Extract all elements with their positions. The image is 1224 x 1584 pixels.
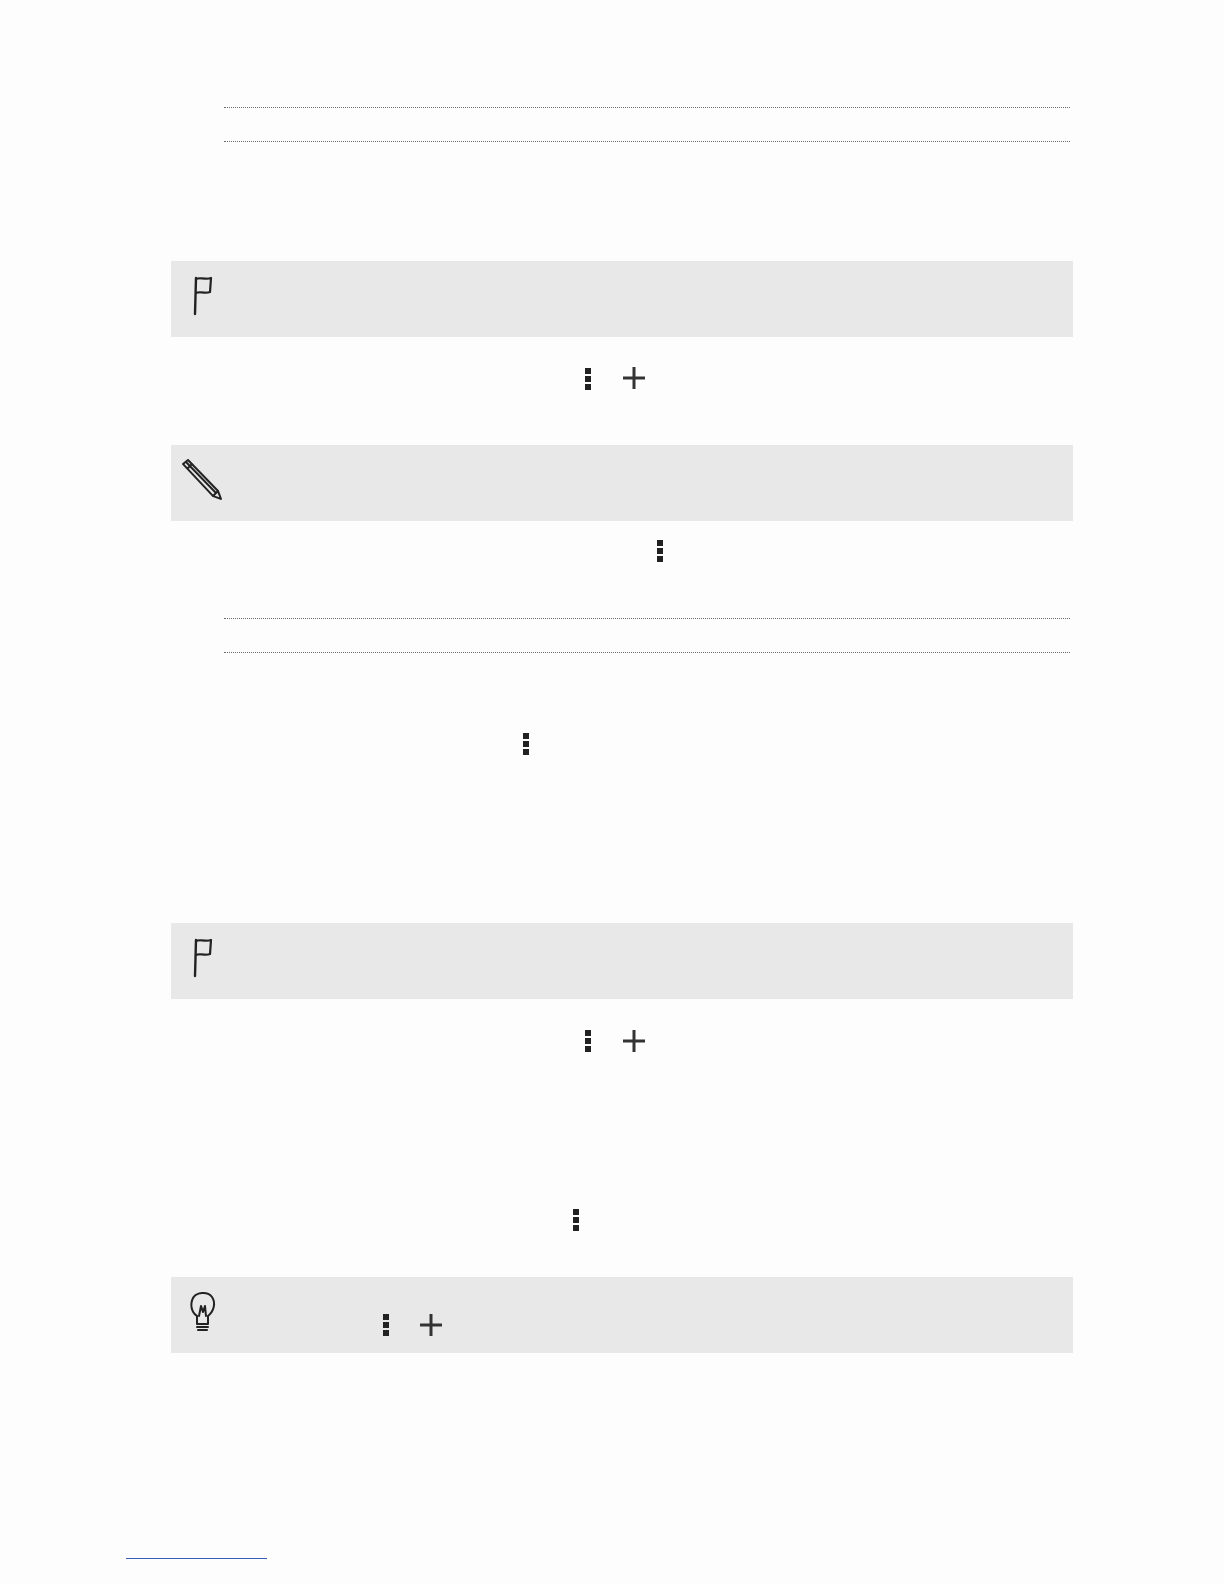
more-options-icon [572, 1208, 580, 1232]
more-options-icon [522, 732, 530, 756]
more-options-icon [656, 539, 664, 563]
important-callout [171, 261, 1073, 337]
section-rule-bottom [224, 652, 1070, 653]
add-icon [622, 366, 646, 390]
add-icon [419, 1313, 443, 1337]
important-callout [171, 923, 1073, 999]
tip-callout [171, 1277, 1073, 1353]
flag-icon [189, 936, 217, 980]
footnote-separator [126, 1558, 267, 1559]
more-options-icon [584, 367, 592, 391]
lightbulb-icon [187, 1288, 219, 1336]
flag-icon [189, 274, 217, 318]
more-options-icon [584, 1029, 592, 1053]
section-rule-top [224, 107, 1070, 108]
pencil-icon [180, 458, 224, 502]
more-options-icon [382, 1313, 390, 1337]
add-icon [622, 1029, 646, 1053]
section-rule-top [224, 618, 1070, 619]
note-callout [171, 445, 1073, 521]
section-rule-bottom [224, 141, 1070, 142]
